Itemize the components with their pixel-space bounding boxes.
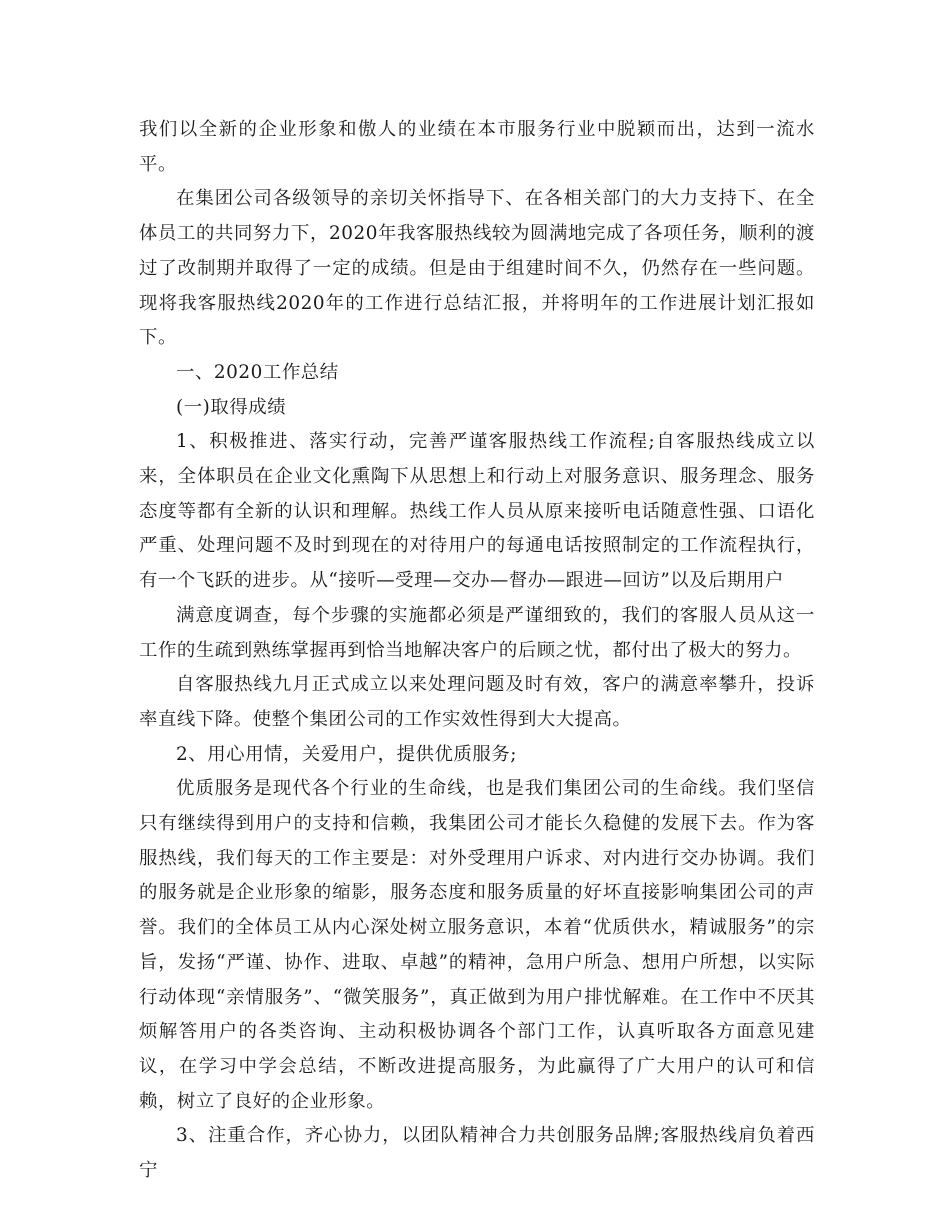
paragraph-item-1-cont: 满意度调查，每个步骤的实施都必须是严谨细致的，我们的客服人员从这一工作的生疏到熟练掌握再到恰当地解决客户的后顾之忧，都付出了极大的努力。 bbox=[139, 604, 815, 661]
paragraph-item-2: 优质服务是现代各个行业的生命线，也是我们集团公司的生命线。我们坚信只有继续得到用户的支持和信赖，我集团公司才能长久稳健的发展下去。作为客服热线，我们每天的工作主要是：对外受理用户诉求、对内进行交办协调。我们的服务就是企业形象的缩影，服务态度和服务质量的好坏直接影响集团公司的声誉。我们的全体员工从内心深处树立服务意识，本着“优质供水，精诚服务”的宗旨，发扬“严谨、协作、进取、卓越”的精神，急用户所急、想用户所想，以实际行动体现“亲情服务”、“微笑服务”，真正做到为用户排忧解难。在工作中不厌其烦解答用户的各类咨询、主动积极协调各个部门工作，认真听取各方面意见建议，在学习中学会总结，不断改进提高服务，为此赢得了广大用户的认可和信赖，树立了良好的企业形象。 bbox=[139, 778, 815, 1112]
paragraph-intro: 在集团公司各级领导的亲切关怀指导下、在各相关部门的大力支持下、在全体员工的共同努力下，2020年我客服热线较为圆满地完成了各项任务，顺利的渡过了改制期并取得了一定的成绩。但是由于组建时间不久，仍然存在一些问题。现将我客服热线2020年的工作进行总结汇报，并将明年的工作进展计划汇报如下。 bbox=[139, 188, 815, 349]
paragraph-continuation: 我们以全新的企业形象和傲人的业绩在本市服务行业中脱颖而出，达到一流水平。 bbox=[139, 119, 815, 175]
paragraph-results: 自客服热线九月正式成立以来处理问题及时有效，客户的满意率攀升，投诉率直线下降。使整个集团公司的工作实效性得到大大提高。 bbox=[139, 674, 815, 730]
document-body bbox=[139, 113, 815, 1189]
paragraph-item-2-heading: 2、用心用情，关爱用户，提供优质服务; bbox=[176, 743, 517, 765]
section-heading: 一、2020工作总结 bbox=[176, 361, 339, 383]
subsection-heading: (一)取得成绩 bbox=[176, 396, 287, 418]
paragraph-item-3: 3、注重合作，齐心协力，以团队精神合力共创服务品牌;客服热线肩负着西宁 bbox=[139, 1125, 815, 1182]
paragraph-item-1: 1、积极推进、落实行动，完善严谨客服热线工作流程;自客服热线成立以来，全体职员在企业文化熏陶下从思想上和行动上对服务意识、服务理念、服务态度等都有全新的认识和理解。热线工作人员从原来接听电话随意性强、口语化严重、处理问题不及时到现在的对待用户的每通电话按照制定的工作流程执行，有一个飞跃的进步。从“接听—受理—交办—督办—跟进—回访”以及后期用户 bbox=[139, 431, 815, 592]
